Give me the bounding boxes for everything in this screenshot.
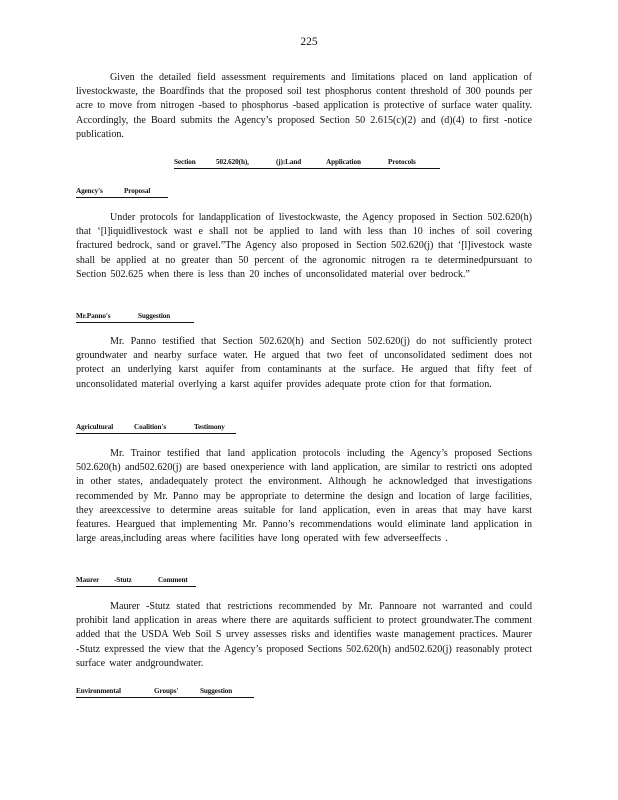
heading-part: Environmental bbox=[76, 687, 121, 695]
heading-part: Suggestion bbox=[200, 687, 233, 695]
coalition-paragraph-text: Mr. Trainor testified that land application protocols including the Agency’s proposed Sections 502.620(h) and502.620(j) are based onexperience with land application, are similar to restricti ons adopted in other states, andadequately protect the environment. Although he acknowledged that investigations recommended by Mr. Panno may be appropriate to determine the design and location of large facilities, they areexcessive to determine areas suitable for land application, even in areas that may have karst features. Heargued that implementing Mr. Panno’s recommendations would eliminate land application in large areas,including areas where facilities have long operated with few adverseeffects . bbox=[76, 448, 532, 545]
agricultural-coalition-heading bbox=[76, 422, 236, 434]
agency-paragraph-text: Under protocols for landapplication of livestockwaste, the Agency proposed in Section 502.620(h) that ‘[l]iquidlivestock wast e shall not be applied to land with less than 10 inches of soil covering fractured bedrock, sand or gravel.”The Agency also proposed in Section 502.620(j) that ‘[l]ivestock waste shall be applied at no greater than 50 percent of the agronomic nitrogen ra te determinedpursuant to Section 502.625 when there is less than 20 inches of unconsolidated material over bedrock.” bbox=[76, 212, 532, 280]
section-heading-land-application bbox=[174, 157, 440, 169]
maurer-stutz-heading bbox=[76, 575, 196, 587]
maurer-paragraph bbox=[76, 600, 532, 671]
heading-part: Section bbox=[174, 158, 196, 166]
heading-part: Proposal bbox=[124, 187, 151, 195]
panno-suggestion-heading bbox=[76, 311, 194, 323]
heading-part: Suggestion bbox=[138, 312, 171, 320]
heading-part: Agricultural bbox=[76, 423, 114, 431]
agency-proposal-heading bbox=[76, 186, 168, 198]
panno-paragraph-text: Mr. Panno testified that Section 502.620(h) and Section 502.620(j) do not sufficiently protect groundwater and nearby surface water. He argued that two feet of unconsolidated sediment does not protect an underlying karst aquifer from contaminants at the surface. He argued that fifty feet of unconsolidated material overlying a karst aquifer provides adequate prote ction for that formation. bbox=[76, 336, 532, 390]
heading-part: Coalition's bbox=[134, 423, 167, 431]
maurer-paragraph-text: Maurer -Stutz stated that restrictions recommended by Mr. Pannoare not warranted and could prohibit land application in areas where there are aquitards sufficient to protect groundwater.The comment added that the USDA Web Soil S urvey assesses risks and identifies waste management practices. Maurer -Stutz expressed the view that the Agency’s proposed Sections 502.620(h) and502.620(j) reasonably protect surface water andgroundwater. bbox=[76, 601, 532, 669]
panno-paragraph bbox=[76, 335, 532, 392]
heading-part: Protocols bbox=[388, 158, 416, 166]
findings-paragraph bbox=[76, 71, 532, 142]
environmental-groups-heading bbox=[76, 686, 254, 698]
heading-part: Testimony bbox=[194, 423, 225, 431]
page-number: 225 bbox=[300, 36, 318, 48]
heading-part: Comment bbox=[158, 576, 188, 584]
heading-part: 502.620(h), bbox=[216, 158, 249, 166]
agency-paragraph bbox=[76, 211, 532, 282]
heading-part: Application bbox=[326, 158, 361, 166]
heading-part: Agency's bbox=[76, 187, 103, 195]
heading-part: Maurer bbox=[76, 576, 100, 584]
coalition-paragraph bbox=[76, 447, 532, 546]
heading-part: (j):Land bbox=[276, 158, 302, 166]
findings-paragraph-text: Given the detailed field assessment requirements and limitations placed on land application of livestockwaste, the Boardfinds that the proposed soil test phosphorus content threshold of 300 pounds per acre to move from nitrogen -based to phosphorus -based application is protective of surface water quality. Accordingly, the Board submits the Agency’s proposed Section 50 2.615(c)(2) and (d)(4) to first -notice publication. bbox=[76, 72, 532, 140]
heading-part: Mr.Panno's bbox=[76, 312, 111, 320]
heading-part: Groups' bbox=[154, 687, 179, 695]
heading-part: -Stutz bbox=[114, 576, 132, 584]
